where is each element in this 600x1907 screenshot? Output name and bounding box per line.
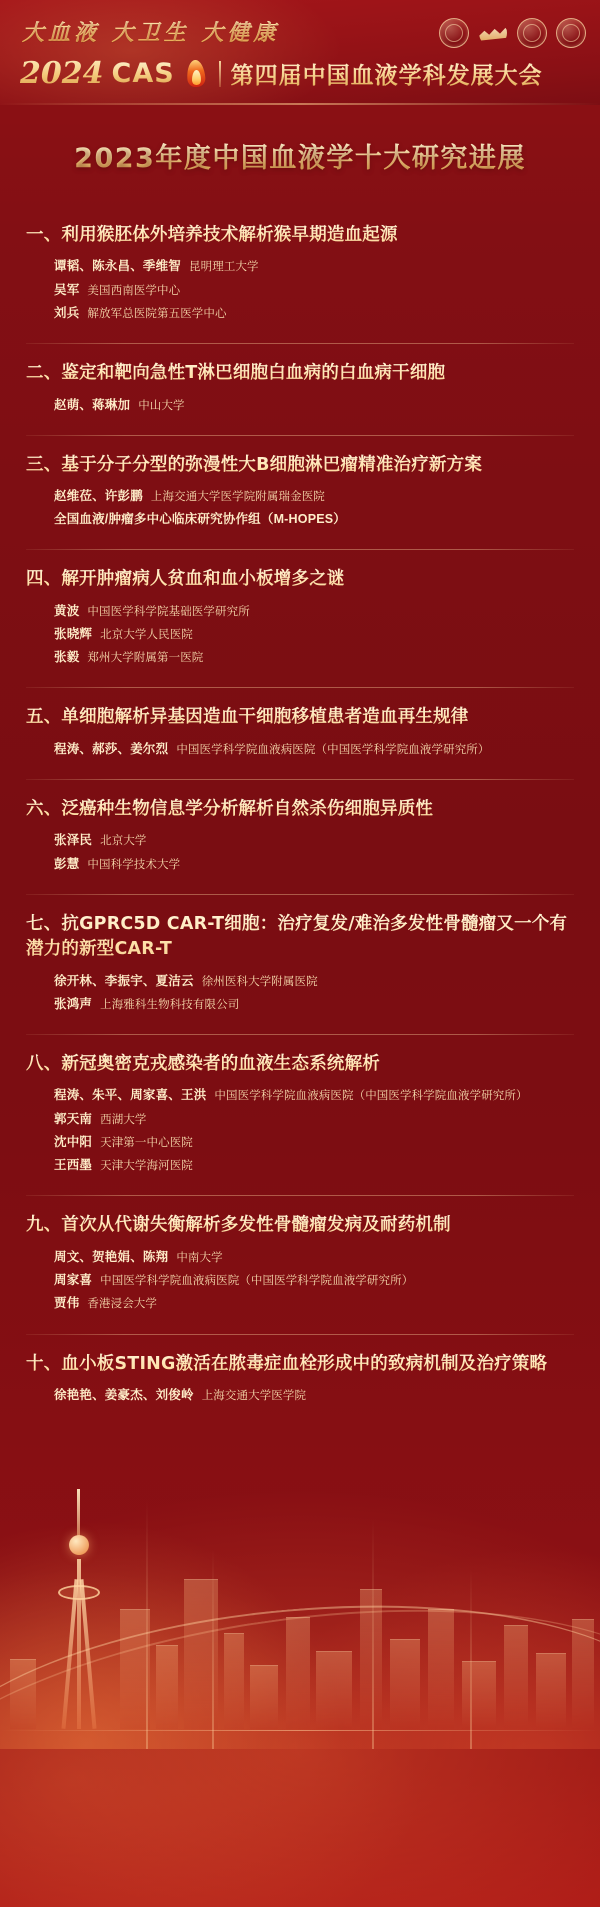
author-affiliation: 上海交通大学医学院 [201,1389,307,1402]
author-row [54,487,574,506]
author-names: 吴军 [54,282,80,297]
list-item [26,1034,574,1195]
author-affiliation: 中国医学科学院血液病医院（中国医学科学院血液学研究所） [100,1275,414,1287]
author-names: 赵萌、蒋琳加 [54,397,131,412]
poster-header [0,0,600,105]
author-affiliation: 上海雅科生物科技有限公司 [100,998,240,1011]
author-affiliation: 中国医学科学院基础医学研究所 [87,605,250,618]
header-conference-line [20,56,543,91]
header-conference-title: 第四届中国血液学科发展大会 [231,57,543,90]
author-row [54,602,574,621]
list-item [26,894,574,1034]
author-names: 沈中阳 [54,1134,93,1149]
list-item [26,687,574,779]
author-row [54,995,574,1014]
header-year: 2024 [20,56,104,91]
list-item [26,435,574,549]
list-item [26,1334,574,1426]
list-item [26,343,574,435]
author-row [54,304,574,323]
header-divider [219,61,221,87]
list-item [26,779,574,894]
author-row [54,1086,574,1105]
author-names: 刘兵 [54,305,80,320]
author-affiliation: 西湖大学 [100,1113,147,1126]
page-title: 2023年度中国血液学十大研究进展 [74,136,526,175]
author-row [54,396,574,415]
emblem-4-icon [556,18,586,48]
author-names: 黄波 [54,603,80,618]
author-names: 张鸿声 [54,996,93,1011]
author-names: 程涛、朱平、周家喜、王洪 [54,1088,207,1103]
item-title: 五、单细胞解析异基因造血干细胞移植患者造血再生规律 [26,705,574,730]
author-row [54,1386,574,1405]
header-brand: CAS [111,58,175,89]
item-title: 一、利用猴胚体外培养技术解析猴早期造血起源 [26,223,574,248]
author-row [54,855,574,874]
author-row [54,281,574,300]
author-names: 全国血液/肿瘤多中心临床研究协作组（M-HOPES） [54,512,347,527]
author-affiliation: 郑州大学附属第一医院 [87,652,204,664]
author-affiliation: 徐州医科大学附属医院 [201,975,318,988]
author-names: 徐艳艳、姜豪杰、刘俊岭 [54,1387,194,1402]
author-names: 张晓辉 [54,626,93,641]
author-affiliation: 解放军总医院第五医学中心 [87,307,227,320]
author-row [54,1110,574,1129]
author-names: 贾伟 [54,1296,80,1311]
list-item [26,549,574,687]
author-affiliation: 中国科学技术大学 [87,858,181,871]
author-affiliation: 天津第一中心医院 [100,1136,193,1149]
author-row [54,972,574,991]
item-title: 四、解开肿瘤病人贫血和血小板增多之谜 [26,567,574,592]
author-affiliation: 香港浸会大学 [87,1298,158,1311]
author-row [54,831,574,850]
item-title: 十、血小板STING激活在脓毒症血栓形成中的致病机制及治疗策略 [26,1352,574,1377]
author-affiliation: 中南大学 [176,1251,223,1264]
emblem-3-icon [517,18,547,48]
author-row [54,1271,574,1290]
item-title: 六、泛癌种生物信息学分析解析自然杀伤细胞异质性 [26,797,574,822]
author-names: 彭慧 [54,856,80,871]
item-title: 二、鉴定和靶向急性T淋巴细胞白血病的白血病干细胞 [26,361,574,386]
author-names: 周文、贺艳娟、陈翔 [54,1249,169,1264]
item-title: 三、基于分子分型的弥漫性大B细胞淋巴瘤精准治疗新方案 [26,453,574,478]
author-names: 徐开林、李振宇、夏洁云 [54,973,194,988]
author-names: 王西墨 [54,1158,93,1173]
author-row [54,625,574,644]
author-row [54,257,574,276]
footer-skyline [0,1439,600,1749]
author-names: 张泽民 [54,833,93,848]
research-list [0,205,600,1425]
author-names: 赵维莅、许彭鹏 [54,489,143,504]
header-emblems [439,18,586,48]
wave-logo-icon [478,18,508,48]
list-item [26,205,574,343]
author-affiliation: 中国医学科学院血液病医院（中国医学科学院血液学研究所） [176,743,490,756]
author-affiliation: 昆明理工大学 [189,261,259,274]
flame-icon [183,59,209,89]
emblem-1-icon [439,18,469,48]
horizon-line [0,1730,600,1731]
item-title: 九、首次从代谢失衡解析多发性骨髓瘤发病及耐药机制 [26,1213,574,1238]
item-title: 八、新冠奥密克戎感染者的血液生态系统解析 [26,1052,574,1077]
author-row [54,740,574,759]
author-row [54,1133,574,1152]
author-row [54,510,574,529]
author-affiliation: 中国医学科学院血液病医院（中国医学科学院血液学研究所） [214,1090,528,1103]
author-row [54,1156,574,1175]
item-title: 七、抗GPRC5D CAR-T细胞：治疗复发/难治多发性骨髓瘤又一个有潜力的新型CAR-T [26,912,574,963]
author-affiliation: 上海交通大学医学院附属瑞金医院 [150,491,325,504]
author-row [54,1294,574,1313]
author-affiliation: 中山大学 [138,399,185,412]
header-slogan: 大血液 大卫生 大健康 [22,16,279,47]
author-affiliation: 北京大学 [100,835,147,848]
author-row [54,648,574,667]
author-row [54,1248,574,1267]
author-affiliation: 北京大学人民医院 [100,628,193,641]
author-names: 郭天南 [54,1111,93,1126]
author-affiliation: 美国西南医学中心 [87,284,181,297]
main-title-block [0,105,600,205]
author-names: 张毅 [54,650,80,664]
author-names: 谭韬、陈永昌、季维智 [54,259,182,274]
list-item [26,1195,574,1333]
author-affiliation: 天津大学海河医院 [100,1160,193,1173]
author-names: 程涛、郝莎、姜尔烈 [54,741,169,756]
author-names: 周家喜 [54,1273,93,1287]
